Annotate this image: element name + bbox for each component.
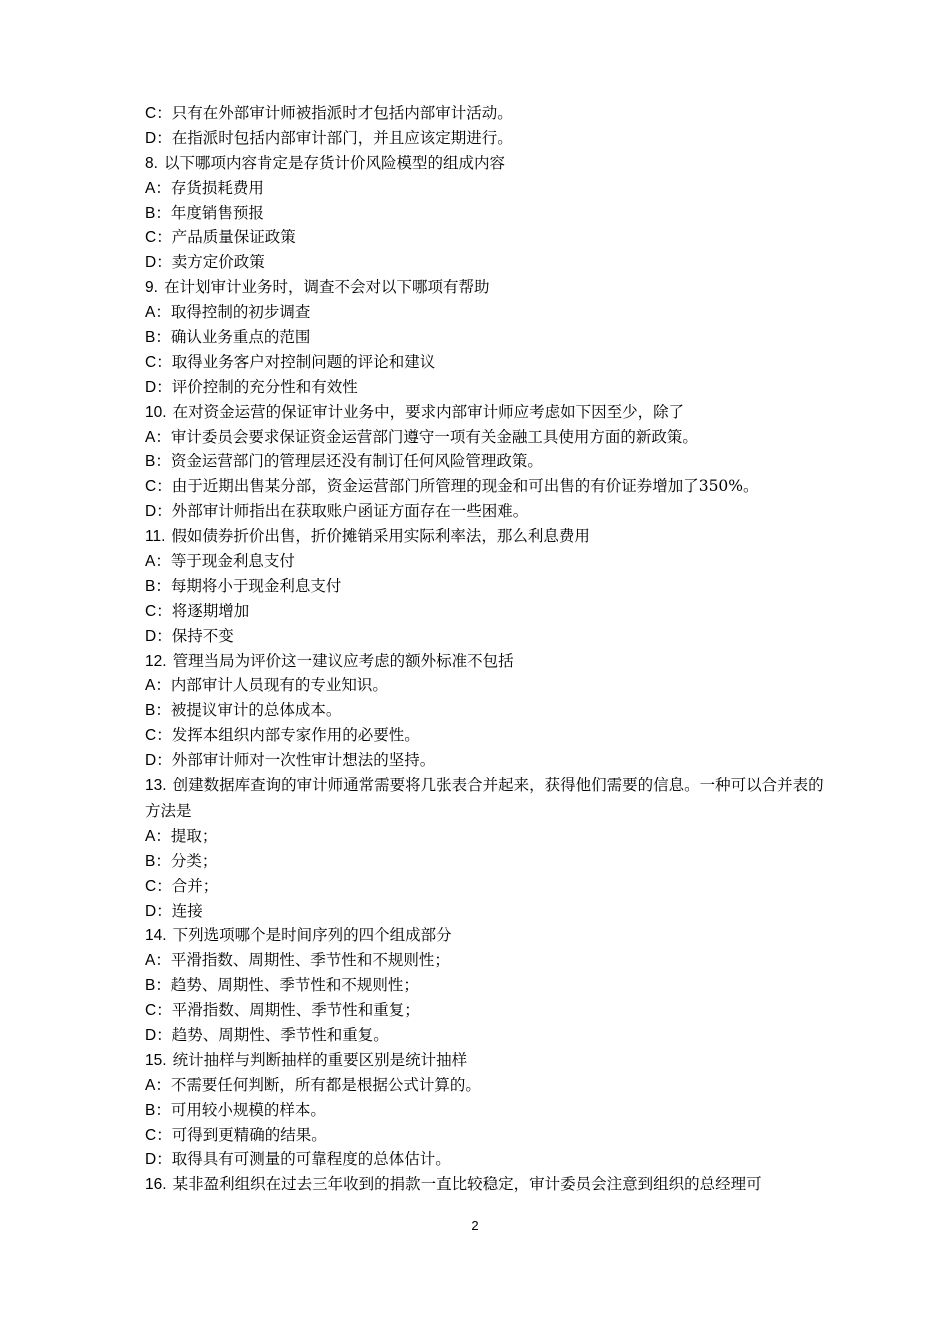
option-text: 等于现金利息支付 xyxy=(170,552,295,571)
question-text: 在对资金运营的保证审计业务中，要求内部审计师应考虑如下因至少，除了 xyxy=(172,402,685,421)
question-number: 12. xyxy=(145,652,167,670)
option-text: 合并； xyxy=(171,876,219,895)
option-item xyxy=(145,1073,825,1098)
option-item xyxy=(145,1098,825,1123)
option-text: 资金运营部门的管理层还没有制订任何风险管理政策。 xyxy=(170,452,543,471)
option-text: 不需要任何判断，所有都是根据公式计算的。 xyxy=(170,1075,481,1094)
option-label: A： xyxy=(145,304,171,322)
option-item xyxy=(145,624,825,649)
option-label: B： xyxy=(145,453,171,471)
option-item xyxy=(145,375,825,400)
option-item xyxy=(145,698,825,723)
option-text: 将逐期增加 xyxy=(171,601,250,620)
question-number: 10. xyxy=(145,403,167,421)
option-label: C： xyxy=(145,1002,172,1020)
option-text: 在指派时包括内部审计部门，并且应该定期进行。 xyxy=(171,128,513,147)
option-item xyxy=(145,549,825,574)
option-item xyxy=(145,998,825,1023)
option-label: C： xyxy=(145,727,172,745)
option-text: 趋势、周期性、季节性和不规则性； xyxy=(170,976,419,995)
option-text: 确认业务重点的范围 xyxy=(170,328,311,347)
option-item xyxy=(145,325,825,350)
question-9 xyxy=(145,275,825,300)
option-label: A： xyxy=(145,827,171,845)
option-label: A： xyxy=(145,677,171,695)
option-text: 由于近期出售某分部，资金运营部门所管理的现金和可出售的有价证券增加了350%。 xyxy=(171,477,759,496)
option-item xyxy=(145,723,825,748)
option-label: B： xyxy=(145,977,171,995)
question-number: 16. xyxy=(145,1176,167,1194)
option-text: 外部审计师对一次性审计想法的坚持。 xyxy=(171,751,436,770)
option-label: D： xyxy=(145,902,172,920)
question-text: 某非盈利组织在过去三年收到的捐款一直比较稳定，审计委员会注意到组织的总经理可 xyxy=(172,1175,762,1194)
question-text: 统计抽样与判断抽样的重要区别是统计抽样 xyxy=(172,1050,468,1069)
option-text: 外部审计师指出在获取账户函证方面存在一些困难。 xyxy=(171,502,529,521)
option-text: 产品质量保证政策 xyxy=(171,228,296,247)
option-item xyxy=(145,449,825,474)
option-text: 被提议审计的总体成本。 xyxy=(170,701,342,720)
option-text: 内部审计人员现有的专业知识。 xyxy=(170,676,388,695)
option-label: D： xyxy=(145,503,172,521)
option-item xyxy=(145,824,825,849)
question-number: 13. xyxy=(145,777,167,795)
option-text: 保持不变 xyxy=(171,626,234,645)
option-text: 存货损耗费用 xyxy=(170,178,264,197)
option-text: 趋势、周期性、季节性和重复。 xyxy=(171,1025,389,1044)
question-10 xyxy=(145,400,825,425)
option-label: C： xyxy=(145,229,172,247)
option-item xyxy=(145,874,825,899)
page-number: 2 xyxy=(471,1218,479,1233)
question-14 xyxy=(145,923,825,948)
option-item xyxy=(145,1147,825,1172)
option-item xyxy=(145,250,825,275)
question-number: 11. xyxy=(145,528,166,546)
option-text: 取得业务客户对控制问题的评论和建议 xyxy=(171,352,436,371)
option-label: A： xyxy=(145,179,171,197)
option-item xyxy=(145,1123,825,1148)
option-label: B： xyxy=(145,329,171,347)
option-text: 发挥本组织内部专家作用的必要性。 xyxy=(171,726,420,745)
option-label: B： xyxy=(145,577,171,595)
question-16 xyxy=(145,1172,825,1197)
option-text: 每期将小于现金利息支付 xyxy=(170,576,342,595)
option-text: 可用较小规模的样本。 xyxy=(170,1100,326,1119)
question-12 xyxy=(145,649,825,674)
question-15 xyxy=(145,1048,825,1073)
option-text: 取得控制的初步调查 xyxy=(170,303,311,322)
question-text: 假如债券折价出售，折价摊销采用实际利率法，那么利息费用 xyxy=(171,527,590,546)
option-text: 提取； xyxy=(170,826,218,845)
option-label: C： xyxy=(145,877,172,895)
option-label: D： xyxy=(145,752,172,770)
option-item xyxy=(145,899,825,924)
option-text: 取得具有可测量的可靠程度的总体估计。 xyxy=(171,1150,451,1169)
option-text: 卖方定价政策 xyxy=(171,253,265,272)
option-label: C： xyxy=(145,478,172,496)
question-text: 下列选项哪个是时间序列的四个组成部分 xyxy=(172,926,452,945)
option-item xyxy=(145,474,825,499)
question-13 xyxy=(145,773,825,824)
option-label: D： xyxy=(145,1026,172,1044)
question-8 xyxy=(145,151,825,176)
option-label: B： xyxy=(145,852,171,870)
option-item xyxy=(145,300,825,325)
option-item xyxy=(145,948,825,973)
option-item xyxy=(145,425,825,450)
option-label: D： xyxy=(145,378,172,396)
question-number: 9. xyxy=(145,279,158,297)
option-label: A： xyxy=(145,1076,171,1094)
option-item xyxy=(145,101,825,126)
option-item xyxy=(145,201,825,226)
option-item xyxy=(145,599,825,624)
option-item xyxy=(145,499,825,524)
option-item xyxy=(145,748,825,773)
option-label: D： xyxy=(145,1151,172,1169)
option-label: B： xyxy=(145,702,171,720)
option-label: D： xyxy=(145,129,172,147)
option-item xyxy=(145,973,825,998)
option-item xyxy=(145,849,825,874)
option-label: C： xyxy=(145,602,172,620)
option-item xyxy=(145,176,825,201)
question-text: 以下哪项内容肯定是存货计价风险模型的组成内容 xyxy=(163,153,505,172)
option-label: C： xyxy=(145,1126,172,1144)
option-item xyxy=(145,1023,825,1048)
option-label: A： xyxy=(145,553,171,571)
question-text: 在计划审计业务时，调查不会对以下哪项有帮助 xyxy=(163,278,490,297)
option-label: C： xyxy=(145,353,172,371)
question-list xyxy=(145,101,825,1197)
option-item xyxy=(145,225,825,250)
option-label: B： xyxy=(145,1101,171,1119)
option-text: 平滑指数、周期性、季节性和不规则性； xyxy=(170,951,450,970)
option-item xyxy=(145,350,825,375)
option-item xyxy=(145,126,825,151)
option-label: D： xyxy=(145,254,172,272)
option-label: C： xyxy=(145,105,172,122)
option-text: 只有在外部审计师被指派时才包括内部审计活动。 xyxy=(171,104,513,122)
option-text: 评价控制的充分性和有效性 xyxy=(171,377,358,396)
option-text: 年度销售预报 xyxy=(170,203,264,222)
question-number: 8. xyxy=(145,154,158,172)
option-text: 平滑指数、周期性、季节性和重复； xyxy=(171,1001,420,1020)
question-number: 14. xyxy=(145,927,167,945)
question-11 xyxy=(145,524,825,549)
option-label: A： xyxy=(145,428,171,446)
question-text: 管理当局为评价这一建议应考虑的额外标准不包括 xyxy=(172,651,514,670)
option-text: 分类； xyxy=(170,851,218,870)
option-item xyxy=(145,574,825,599)
question-text: 创建数据库查询的审计师通常需要将几张表合并起来，获得他们需要的信息。一种可以合并表的方法是 xyxy=(145,776,824,820)
option-text: 审计委员会要求保证资金运营部门遵守一项有关金融工具使用方面的新政策。 xyxy=(170,427,698,446)
option-label: B： xyxy=(145,204,171,222)
question-number: 15. xyxy=(145,1051,167,1069)
option-label: A： xyxy=(145,952,171,970)
option-text: 可得到更精确的结果。 xyxy=(171,1125,327,1144)
option-item xyxy=(145,673,825,698)
option-text: 连接 xyxy=(171,901,203,920)
option-label: D： xyxy=(145,627,172,645)
